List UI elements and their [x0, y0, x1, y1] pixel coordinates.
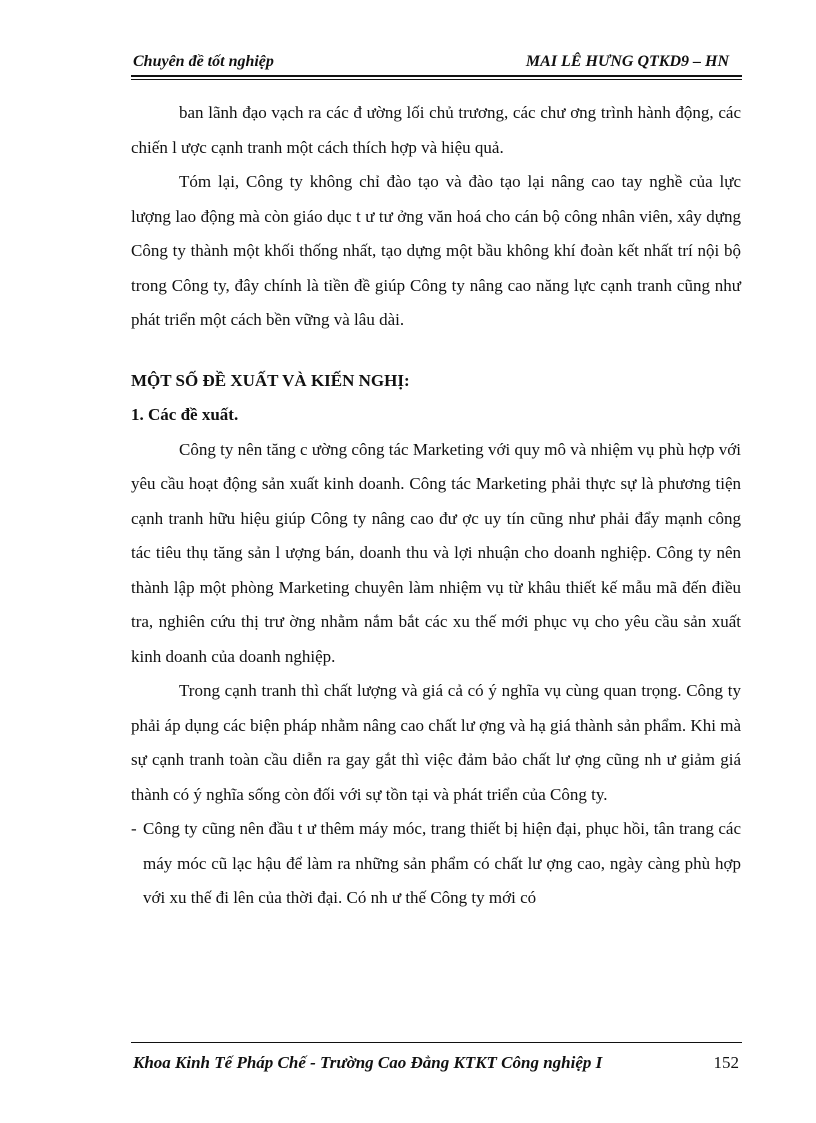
section-heading: MỘT SỐ ĐỀ XUẤT VÀ KIẾN NGHỊ: [131, 370, 410, 390]
header-rule [131, 75, 742, 77]
bullet-item [131, 812, 741, 916]
footer-institution: Khoa Kinh Tế Pháp Chế - Trường Cao Đẳng KTKT Công nghiệp I [133, 1053, 603, 1072]
subsection-heading: 1. Các đề xuất. [131, 405, 239, 424]
page-footer [131, 1050, 741, 1076]
bullet-text: Công ty cũng nên đầu t ư thêm máy móc, trang thiết bị hiện đại, phục hồi, tân trang các máy móc cũ lạc hậu để làm ra những sản phẩm có chất lư ợng cao, ngày càng phù hợp với xu thế đi lên của thời đại. Có nh ư thế Công ty mới có [143, 819, 741, 907]
page-number: 152 [713, 1053, 739, 1072]
page-header [131, 49, 741, 75]
footer-rule [131, 1042, 742, 1043]
paragraph: Trong cạnh tranh thì chất lượng và giá cả có ý nghĩa vụ cùng quan trọng. Công ty phải áp dụng các biện pháp nhằm nâng cao chất lư ợng và hạ giá thành sản phẩm. Khi mà sự cạnh tranh toàn cầu diễn ra gay gắt thì việc đảm bảo chất lư ợng cũng nh ư giảm giá thành có ý nghĩa sống còn đối với sự tồn tại và phát triển của Công ty. [131, 681, 741, 804]
paragraph: Công ty nên tăng c ường công tác Marketing với quy mô và nhiệm vụ phù hợp với yêu cầu hoạt động sản xuất kinh doanh. Công tác Marketing phải thực sự là phương tiện cạnh tranh hữu hiệu giúp Công ty nâng cao đư ợc uy tín cũng như phải đẩy mạnh công tác tiêu thụ tăng sản l ượng bán, doanh thu và lợi nhuận cho doanh nghiệp. Công ty nên thành lập một phòng Marketing chuyên làm nhiệm vụ từ khâu thiết kế mẫu mã đến điều tra, nghiên cứu thị trư ờng nhằm nắm bắt các xu thế mới phục vụ cho yêu cầu sản xuất kinh doanh của doanh nghiệp. [131, 439, 741, 666]
header-document-type: Chuyên đề tốt nghiệp [133, 53, 274, 70]
spacer [131, 338, 741, 364]
page-body [131, 96, 741, 916]
header-rule-thin [131, 79, 742, 80]
paragraph: ban lãnh đạo vạch ra các đ ường lối chủ trương, các chư ơng trình hành động, các chiến l ược cạnh tranh một cách thích hợp và hiệu quả. [131, 103, 741, 157]
bullet-dash: - [131, 819, 137, 838]
header-author: MAI LÊ HƯNG QTKD9 – HN [525, 53, 729, 70]
paragraph: Tóm lại, Công ty không chỉ đào tạo và đào tạo lại nâng cao tay nghề của lực lượng lao động mà còn giáo dục t ư tư ởng văn hoá cho cán bộ công nhân viên, xây dựng Công ty thành một khối thống nhất, tạo dựng một bầu không khí đoàn kết nhất trí nội bộ trong Công ty, đây chính là tiền đề giúp Công ty nâng cao năng lực cạnh tranh cũng như phát triển một cách bền vững và lâu dài. [131, 172, 741, 329]
